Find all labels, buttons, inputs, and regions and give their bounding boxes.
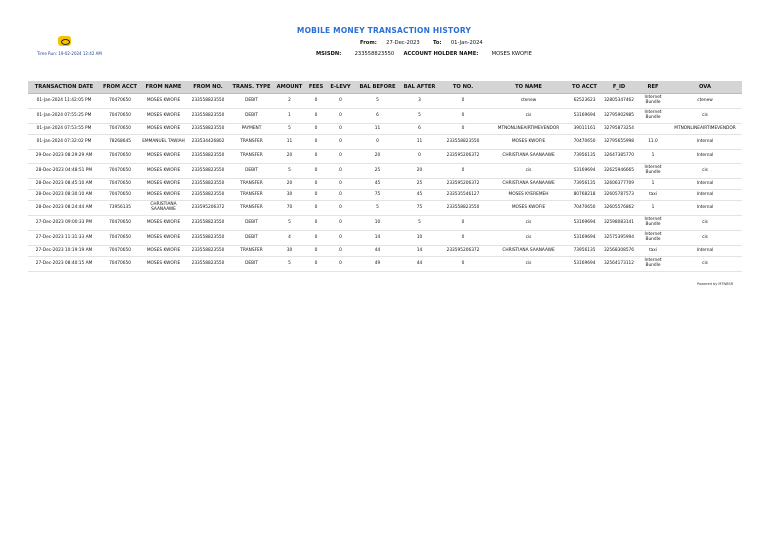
cell-ova: Internal xyxy=(668,246,742,257)
cell-to-no: 0 xyxy=(438,231,488,246)
cell-to-no: 233595206372 xyxy=(438,179,488,190)
cell-f-id: 32568308576 xyxy=(600,246,638,257)
col-ova: OVA xyxy=(668,81,742,94)
cell-to-no: 0 xyxy=(438,257,488,272)
cell-bal-after: 25 xyxy=(401,179,438,190)
cell-trans-type: DEBIT xyxy=(229,109,274,124)
cell-amount: 2 xyxy=(274,94,305,109)
col-e-levy: E-LEVY xyxy=(327,81,354,94)
cell-from-no: 233558823550 xyxy=(187,94,229,109)
cell-fees: 0 xyxy=(305,216,327,231)
cell-bal-after: 20 xyxy=(401,164,438,179)
cell-from-name: MOSES KWOFIE xyxy=(140,257,187,272)
cell-bal-after: 5 xyxy=(401,109,438,124)
cell-to-acct: 80768218 xyxy=(569,190,600,201)
cell-fees: 0 xyxy=(305,164,327,179)
cell-trans-type: TRANSFER xyxy=(229,190,274,201)
cell-from-acct: 70470650 xyxy=(100,109,140,124)
cell-ref: Internet Bundle xyxy=(638,109,668,124)
cell-from-acct: 70470650 xyxy=(100,246,140,257)
col-fees: FEES xyxy=(305,81,327,94)
cell-f-id: 32795655998 xyxy=(600,135,638,150)
cell-to-no: 0 xyxy=(438,94,488,109)
cell-bal-after: 14 xyxy=(401,246,438,257)
cell-f-id: 32605576862 xyxy=(600,201,638,216)
msisdn-value: 233558823550 xyxy=(354,51,395,57)
cell-bal-after: 75 xyxy=(401,201,438,216)
cell-to-acct: 53169694 xyxy=(569,231,600,246)
cell-to-acct: 53169694 xyxy=(569,257,600,272)
cell-transaction-date: 27-Dec-2023 10:19:19 AM xyxy=(28,246,100,257)
cell-to-acct: 53169694 xyxy=(569,109,600,124)
cell-to-name: cis xyxy=(488,164,569,179)
cell-ref: Internet Bundle xyxy=(638,216,668,231)
cell-fees: 0 xyxy=(305,257,327,272)
table-row xyxy=(28,201,742,216)
cell-f-id: 32795902985 xyxy=(600,109,638,124)
cell-bal-before: 25 xyxy=(354,164,401,179)
cell-from-acct: 70470650 xyxy=(100,124,140,135)
holder-label: ACCOUNT HOLDER NAME: xyxy=(403,51,479,57)
cell-from-acct: 70470650 xyxy=(100,216,140,231)
cell-to-name: ctenew xyxy=(488,94,569,109)
cell-from-name: MOSES KWOFIE xyxy=(140,124,187,135)
cell-to-name: cis xyxy=(488,257,569,272)
cell-amount: 20 xyxy=(274,179,305,190)
cell-transaction-date: 28-Dec-2023 04:48:51 PM xyxy=(28,164,100,179)
col-bal-before: BAL BEFORE xyxy=(354,81,401,94)
cell-to-acct: 73956135 xyxy=(569,179,600,190)
cell-ref: Internet Bundle xyxy=(638,257,668,272)
cell-f-id: 32795873254 xyxy=(600,124,638,135)
cell-to-name: cis xyxy=(488,109,569,124)
table-row xyxy=(28,150,742,164)
cell-transaction-date: 29-Dec-2023 08:29:29 AM xyxy=(28,150,100,164)
cell-trans-type: DEBIT xyxy=(229,164,274,179)
cell-to-acct: 70470650 xyxy=(569,201,600,216)
cell-f-id: 32564173112 xyxy=(600,257,638,272)
cell-from-acct: 70470650 xyxy=(100,94,140,109)
cell-fees: 0 xyxy=(305,190,327,201)
cell-ova: cis xyxy=(668,164,742,179)
cell-transaction-date: 28-Dec-2023 08:45:10 AM xyxy=(28,179,100,190)
cell-from-no: 233558823550 xyxy=(187,257,229,272)
cell-trans-type: TRANSFER xyxy=(229,201,274,216)
cell-to-acct: 73956135 xyxy=(569,150,600,164)
cell-to-no: 0 xyxy=(438,124,488,135)
cell-trans-type: TRANSFER xyxy=(229,246,274,257)
cell-from-name: MOSES KWOFIE xyxy=(140,179,187,190)
cell-f-id: 32598083141 xyxy=(600,216,638,231)
table-row xyxy=(28,94,742,109)
cell-f-id: 32805347462 xyxy=(600,94,638,109)
cell-fees: 0 xyxy=(305,135,327,150)
cell-ova: cis xyxy=(668,109,742,124)
cell-to-no: 0 xyxy=(438,216,488,231)
cell-from-acct: 70470650 xyxy=(100,257,140,272)
mtn-logo-icon xyxy=(58,36,71,46)
cell-from-name: MOSES KWOFIE xyxy=(140,190,187,201)
cell-amount: 5 xyxy=(274,257,305,272)
cell-fees: 0 xyxy=(305,94,327,109)
cell-ova: Internal xyxy=(668,135,742,150)
cell-amount: 30 xyxy=(274,190,305,201)
cell-transaction-date: 28-Dec-2023 08:30:10 AM xyxy=(28,190,100,201)
powered-by: Powered by MTNBSR xyxy=(697,282,734,286)
cell-ref xyxy=(638,124,668,135)
table-row xyxy=(28,190,742,201)
cell-bal-before: 6 xyxy=(354,109,401,124)
cell-bal-after: 3 xyxy=(401,94,438,109)
cell-e-levy: 0 xyxy=(327,190,354,201)
cell-amount: 30 xyxy=(274,246,305,257)
cell-bal-after: 10 xyxy=(401,231,438,246)
cell-bal-before: 5 xyxy=(354,94,401,109)
msisdn-label: MSISDN: xyxy=(316,51,342,57)
col-transaction-date: TRANSACTION DATE xyxy=(28,81,100,94)
to-label: To: xyxy=(433,40,442,46)
cell-to-no: 0 xyxy=(438,109,488,124)
cell-from-name: MOSES KWOFIE xyxy=(140,109,187,124)
cell-transaction-date: 01-Jan-2024 07:32:02 PM xyxy=(28,135,100,150)
cell-from-no: 233558823550 xyxy=(187,150,229,164)
table-row xyxy=(28,179,742,190)
cell-to-name: MOSES KWOFIE xyxy=(488,135,569,150)
cell-from-name: MOSES KWOFIE xyxy=(140,94,187,109)
table-row xyxy=(28,231,742,246)
col-trans-type: TRANS. TYPE xyxy=(229,81,274,94)
cell-from-name: MOSES KWOFIE xyxy=(140,231,187,246)
cell-bal-before: 5 xyxy=(354,201,401,216)
cell-ova: cis xyxy=(668,231,742,246)
cell-to-no: 0 xyxy=(438,164,488,179)
cell-from-name: MOSES KWOFIE xyxy=(140,216,187,231)
cell-bal-before: 10 xyxy=(354,216,401,231)
cell-ova: Internal xyxy=(668,179,742,190)
cell-trans-type: TRANSFER xyxy=(229,150,274,164)
cell-to-acct: 70470650 xyxy=(569,135,600,150)
cell-f-id: 32605787573 xyxy=(600,190,638,201)
cell-from-no: 233558823550 xyxy=(187,216,229,231)
cell-fees: 0 xyxy=(305,231,327,246)
from-label: From: xyxy=(360,40,377,46)
cell-transaction-date: 27-Dec-2023 11:31:33 AM xyxy=(28,231,100,246)
cell-to-name: CHRISTIANA SAANAAWE xyxy=(488,246,569,257)
col-f-id: F_ID xyxy=(600,81,638,94)
cell-fees: 0 xyxy=(305,201,327,216)
cell-from-name: MOSES KWOFIE xyxy=(140,246,187,257)
col-ref: REF xyxy=(638,81,668,94)
cell-trans-type: DEBIT xyxy=(229,257,274,272)
cell-trans-type: DEBIT xyxy=(229,216,274,231)
cell-amount: 20 xyxy=(274,150,305,164)
cell-to-no: 233595206372 xyxy=(438,150,488,164)
cell-from-no: 233558823550 xyxy=(187,190,229,201)
table-row xyxy=(28,216,742,231)
page-title: MOBILE MONEY TRANSACTION HISTORY xyxy=(296,26,472,35)
cell-bal-before: 49 xyxy=(354,257,401,272)
cell-bal-after: 11 xyxy=(401,135,438,150)
cell-bal-before: 0 xyxy=(354,135,401,150)
cell-fees: 0 xyxy=(305,124,327,135)
cell-to-acct: 62523623 xyxy=(569,94,600,109)
cell-fees: 0 xyxy=(305,150,327,164)
cell-ova: Internal xyxy=(668,150,742,164)
cell-from-no: 233595206372 xyxy=(187,201,229,216)
cell-trans-type: TRANSFER xyxy=(229,179,274,190)
cell-e-levy: 0 xyxy=(327,179,354,190)
cell-amount: 11 xyxy=(274,135,305,150)
cell-from-name: EMMANUEL TAWIAH xyxy=(140,135,187,150)
cell-from-no: 233558823550 xyxy=(187,124,229,135)
cell-from-acct: 73956135 xyxy=(100,201,140,216)
cell-trans-type: PAYMENT xyxy=(229,124,274,135)
cell-e-levy: 0 xyxy=(327,257,354,272)
cell-to-name: MTNONLINEAIRTIMEVENDOR xyxy=(488,124,569,135)
cell-to-name: CHRISTIANA SAANAAWE xyxy=(488,150,569,164)
cell-to-name: cis xyxy=(488,231,569,246)
cell-e-levy: 0 xyxy=(327,135,354,150)
col-to-name: TO NAME xyxy=(488,81,569,94)
cell-bal-after: 6 xyxy=(401,124,438,135)
col-from-name: FROM NAME xyxy=(140,81,187,94)
cell-from-no: 233558823550 xyxy=(187,231,229,246)
cell-f-id: 32647385770 xyxy=(600,150,638,164)
cell-transaction-date: 28-Dec-2023 08:24:44 AM xyxy=(28,201,100,216)
cell-from-acct: 70470650 xyxy=(100,150,140,164)
cell-bal-before: 11 xyxy=(354,124,401,135)
cell-e-levy: 0 xyxy=(327,94,354,109)
cell-from-name: MOSES KWOFIE xyxy=(140,150,187,164)
cell-e-levy: 0 xyxy=(327,216,354,231)
date-range xyxy=(360,40,483,46)
cell-to-no: 233558823550 xyxy=(438,135,488,150)
cell-to-name: MOSES KYEREMEH xyxy=(488,190,569,201)
cell-e-levy: 0 xyxy=(327,164,354,179)
cell-trans-type: DEBIT xyxy=(229,231,274,246)
cell-e-levy: 0 xyxy=(327,109,354,124)
cell-ref: taxi xyxy=(638,190,668,201)
cell-from-acct: 70470650 xyxy=(100,190,140,201)
cell-ref: 1 xyxy=(638,201,668,216)
table-row xyxy=(28,135,742,150)
table-row xyxy=(28,246,742,257)
cell-ref: 11.0 xyxy=(638,135,668,150)
cell-ova: cis xyxy=(668,257,742,272)
from-value: 27-Dec-2023 xyxy=(386,40,420,46)
cell-ova: Internal xyxy=(668,190,742,201)
cell-ova: cis xyxy=(668,216,742,231)
cell-from-acct: 78268645 xyxy=(100,135,140,150)
cell-ova: Internal xyxy=(668,201,742,216)
cell-to-acct: 73956135 xyxy=(569,246,600,257)
cell-from-acct: 70470650 xyxy=(100,179,140,190)
table-row xyxy=(28,164,742,179)
col-to-no: TO NO. xyxy=(438,81,488,94)
cell-to-acct: 53169694 xyxy=(569,216,600,231)
cell-from-no: 233558823550 xyxy=(187,109,229,124)
cell-e-levy: 0 xyxy=(327,246,354,257)
cell-amount: 5 xyxy=(274,216,305,231)
cell-f-id: 32575395994 xyxy=(600,231,638,246)
cell-ova: MTNONLINEAIRTIMEVENDOR xyxy=(668,124,742,135)
cell-transaction-date: 01-Jan-2024 11:42:05 PM xyxy=(28,94,100,109)
cell-ref: 1 xyxy=(638,150,668,164)
cell-amount: 70 xyxy=(274,201,305,216)
cell-bal-before: 45 xyxy=(354,179,401,190)
cell-bal-before: 75 xyxy=(354,190,401,201)
cell-e-levy: 0 xyxy=(327,231,354,246)
cell-from-acct: 70470650 xyxy=(100,164,140,179)
cell-bal-before: 44 xyxy=(354,246,401,257)
cell-ref: taxi xyxy=(638,246,668,257)
cell-to-no: 233558823550 xyxy=(438,201,488,216)
cell-e-levy: 0 xyxy=(327,201,354,216)
cell-bal-before: 20 xyxy=(354,150,401,164)
cell-transaction-date: 01-Jan-2024 07:55:25 PM xyxy=(28,109,100,124)
cell-to-no: 233535546127 xyxy=(438,190,488,201)
col-to-acct: TO ACCT xyxy=(569,81,600,94)
cell-from-no: 233558823550 xyxy=(187,246,229,257)
transaction-table xyxy=(28,81,742,272)
col-from-no: FROM NO. xyxy=(187,81,229,94)
cell-trans-type: TRANSFER xyxy=(229,135,274,150)
cell-bal-after: 0 xyxy=(401,150,438,164)
cell-from-acct: 70470650 xyxy=(100,231,140,246)
cell-amount: 5 xyxy=(274,164,305,179)
table-row xyxy=(28,109,742,124)
cell-transaction-date: 27-Dec-2023 09:00:33 PM xyxy=(28,216,100,231)
print-time: Time Run: 19-02-2024 12:42 AM xyxy=(37,51,102,56)
cell-bal-after: 44 xyxy=(401,257,438,272)
table-row xyxy=(28,124,742,135)
cell-f-id: 32606377709 xyxy=(600,179,638,190)
cell-from-no: 233534426802 xyxy=(187,135,229,150)
cell-ref: Internet Bundle xyxy=(638,231,668,246)
cell-to-acct: 53169694 xyxy=(569,164,600,179)
col-bal-after: BAL AFTER xyxy=(401,81,438,94)
holder-value: MOSES KWOFIE xyxy=(491,51,532,57)
col-from-acct: FROM ACCT xyxy=(100,81,140,94)
cell-fees: 0 xyxy=(305,246,327,257)
cell-ref: Internet Bundle xyxy=(638,94,668,109)
cell-ref: Internet Bundle xyxy=(638,164,668,179)
cell-ova: ctenew xyxy=(668,94,742,109)
cell-to-name: MOSES KWOFIE xyxy=(488,201,569,216)
account-info xyxy=(316,51,532,57)
to-value: 01-Jan-2024 xyxy=(450,40,483,46)
cell-bal-after: 5 xyxy=(401,216,438,231)
cell-e-levy: 0 xyxy=(327,150,354,164)
cell-to-name: cis xyxy=(488,216,569,231)
cell-e-levy: 0 xyxy=(327,124,354,135)
cell-transaction-date: 27-Dec-2023 08:40:15 AM xyxy=(28,257,100,272)
cell-ref: 1 xyxy=(638,179,668,190)
cell-to-acct: 39011161 xyxy=(569,124,600,135)
cell-from-name: CHRISTIANA SAANAAWE xyxy=(140,201,187,216)
cell-transaction-date: 01-Jan-2024 07:53:55 PM xyxy=(28,124,100,135)
cell-fees: 0 xyxy=(305,109,327,124)
cell-to-name: CHRISTIANA SAANAAWE xyxy=(488,179,569,190)
table-row xyxy=(28,257,742,272)
cell-f-id: 32625946665 xyxy=(600,164,638,179)
table-header-row xyxy=(28,81,742,94)
cell-fees: 0 xyxy=(305,179,327,190)
cell-from-no: 233558823550 xyxy=(187,164,229,179)
cell-to-no: 233595206372 xyxy=(438,246,488,257)
cell-amount: 4 xyxy=(274,231,305,246)
cell-amount: 1 xyxy=(274,109,305,124)
cell-from-name: MOSES KWOFIE xyxy=(140,164,187,179)
cell-bal-before: 14 xyxy=(354,231,401,246)
col-amount: AMOUNT xyxy=(274,81,305,94)
cell-amount: 5 xyxy=(274,124,305,135)
cell-from-no: 233558823550 xyxy=(187,179,229,190)
cell-trans-type: DEBIT xyxy=(229,94,274,109)
cell-bal-after: 45 xyxy=(401,190,438,201)
